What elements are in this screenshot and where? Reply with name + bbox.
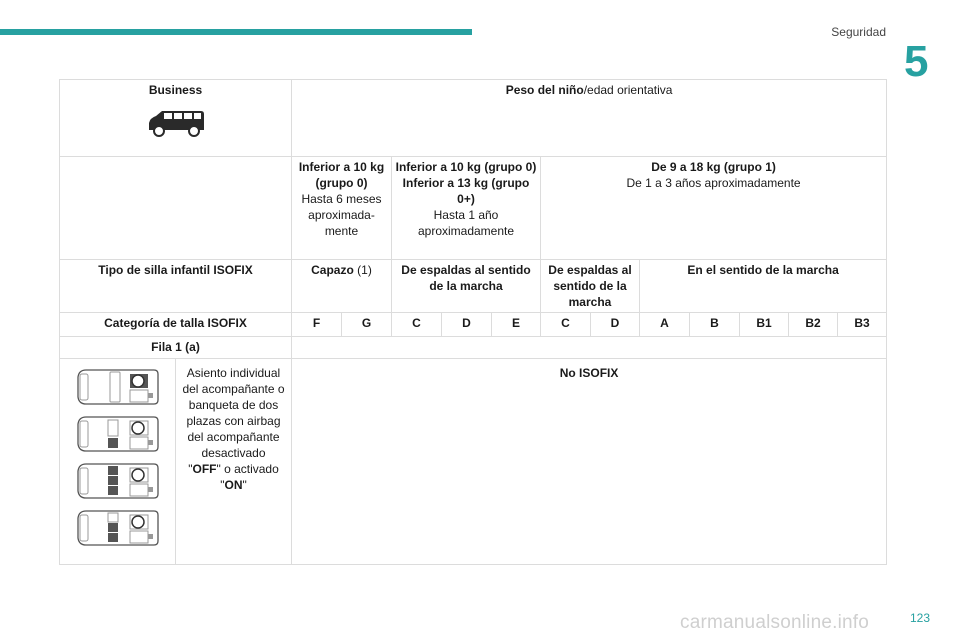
- empty-cell: [60, 157, 292, 260]
- rear-facing-cell-2: De espaldas al sentido de la marcha: [541, 260, 640, 313]
- isofix-table: [59, 79, 887, 565]
- weight-label-bold: Peso del niño: [505, 83, 584, 97]
- table-row: [60, 313, 887, 337]
- group-0plus-cell: [392, 157, 541, 260]
- size-cell: C: [392, 313, 442, 337]
- group-1-title: De 9 a 18 kg (grupo 1): [651, 160, 776, 174]
- group-0-age: Hasta 6 meses aproximada-mente: [301, 192, 382, 238]
- size-category-label: Categoría de talla ISOFIX: [60, 313, 292, 337]
- capazo-label: Capazo: [311, 263, 354, 277]
- group-0plus-title: Inferior a 13 kg (grupo 0+): [402, 176, 530, 206]
- van-side-icon: [146, 108, 206, 138]
- size-cell: E: [492, 313, 541, 337]
- no-isofix-cell: No ISOFIX: [292, 359, 887, 565]
- group-0plus-age: Hasta 1 año aproximadamente: [417, 208, 515, 238]
- quote: ": [242, 478, 247, 492]
- table-row: [60, 157, 887, 260]
- empty-cell: [292, 337, 887, 359]
- weight-label-rest: /edad orientativa: [583, 83, 673, 97]
- group-0-title: Inferior a 10 kg (grupo 0): [298, 160, 385, 190]
- size-cell: B1: [740, 313, 789, 337]
- group-1-cell: [541, 157, 887, 260]
- capazo-cell: [292, 260, 392, 313]
- size-cell: B3: [838, 313, 887, 337]
- watermark: carmanualsonline.info: [680, 612, 870, 633]
- seat-type-label: Tipo de silla infantil ISOFIX: [60, 260, 292, 313]
- quote: ": [188, 462, 193, 476]
- group-0-title-2: Inferior a 10 kg (grupo 0): [395, 160, 537, 174]
- airbag-off-label: OFF: [192, 462, 217, 476]
- table-row: [60, 337, 887, 359]
- group-1-age: De 1 a 3 años aproximadamente: [626, 176, 801, 190]
- vehicle-top-view-icon: [76, 508, 160, 548]
- row-1-label: Fila 1 (a): [60, 337, 292, 359]
- vehicle-diagrams-cell: [60, 359, 176, 565]
- size-cell: B: [690, 313, 740, 337]
- size-cell: A: [640, 313, 690, 337]
- size-cell: D: [442, 313, 492, 337]
- header-accent-bar: [0, 29, 472, 35]
- table-row: [60, 260, 887, 313]
- page-number: 123: [909, 611, 930, 625]
- rear-facing-cell-1: De espaldas al sentido de la marcha: [392, 260, 541, 313]
- size-cell: G: [342, 313, 392, 337]
- size-cell: D: [591, 313, 640, 337]
- airbag-on-label: ON: [224, 478, 243, 492]
- size-cell: F: [292, 313, 342, 337]
- capazo-note: (1): [357, 263, 372, 277]
- chapter-number: 5: [904, 37, 929, 86]
- forward-facing-cell: En el sentido de la marcha: [640, 260, 887, 313]
- version-cell: [60, 80, 292, 157]
- vehicle-top-view-icon: [76, 367, 160, 407]
- child-weight-header: [292, 80, 887, 157]
- seat-description: Asiento individual del acompañante o banqueta de dos plazas con airbag del acompañante desactivado: [182, 366, 285, 460]
- section-title: Seguridad: [831, 25, 886, 39]
- group-0-cell: [292, 157, 392, 260]
- seat-description-mid: " o activado ": [216, 462, 279, 492]
- size-cell: C: [541, 313, 591, 337]
- version-label: Business: [148, 83, 203, 97]
- size-cell: B2: [789, 313, 838, 337]
- table-row: [60, 359, 887, 565]
- seat-description-cell: [176, 359, 292, 565]
- vehicle-top-view-icon: [76, 414, 160, 454]
- vehicle-top-view-icon: [76, 461, 160, 501]
- table-row: [60, 80, 887, 157]
